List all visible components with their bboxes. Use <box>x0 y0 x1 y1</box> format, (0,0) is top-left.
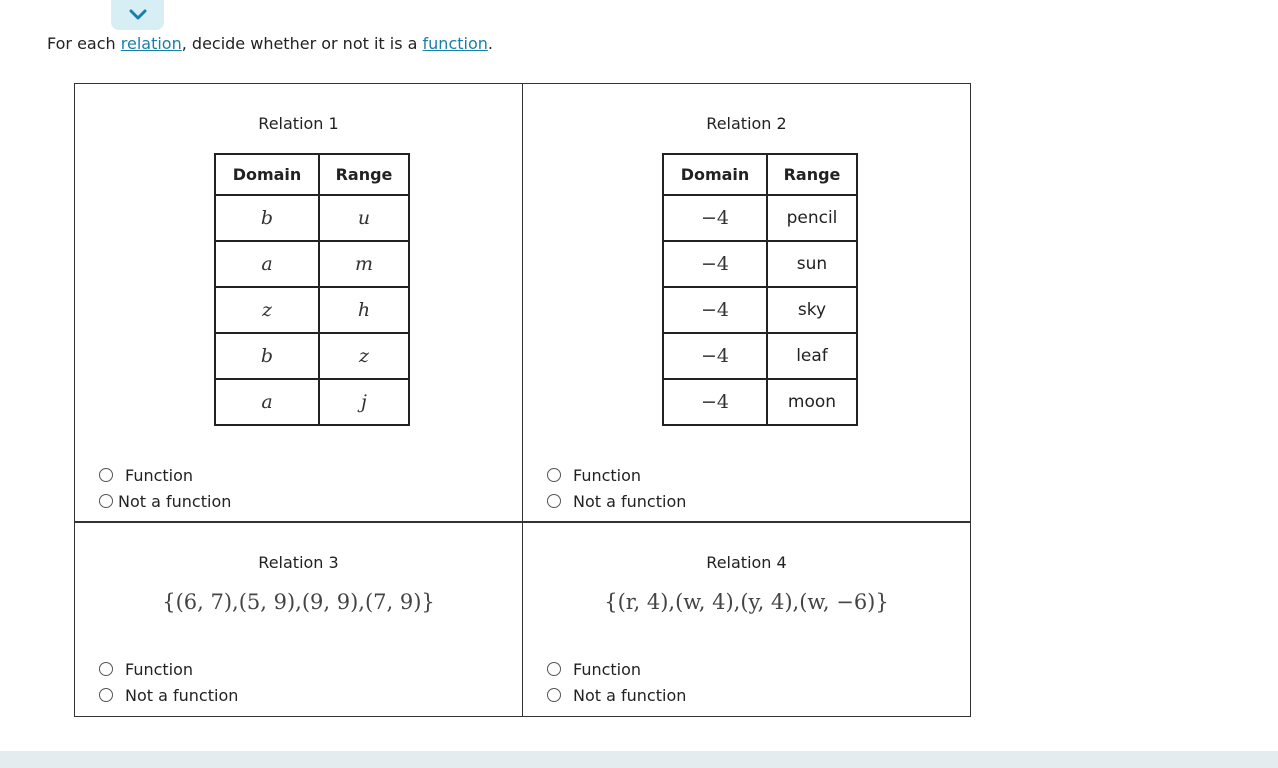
not-function-option[interactable] <box>547 488 686 514</box>
radio-button[interactable] <box>99 688 113 702</box>
relation-2-options <box>547 462 686 514</box>
table-row <box>663 287 857 333</box>
option-label: Not a function <box>573 685 687 705</box>
relation-3-cell <box>75 523 523 716</box>
function-option[interactable] <box>99 656 238 682</box>
table-row <box>663 333 857 379</box>
chevron-down-icon <box>128 9 148 21</box>
range-cell: moon <box>767 379 857 425</box>
table-row <box>663 241 857 287</box>
range-header: Range <box>319 154 409 195</box>
relation-4-set: {(r, 4),(w, 4),(y, 4),(w, −6)} <box>604 590 889 614</box>
radio-button[interactable] <box>99 662 113 676</box>
table-row <box>663 379 857 425</box>
relation-4-options <box>547 656 686 708</box>
option-label: Function <box>125 659 194 679</box>
range-header: Range <box>767 154 857 195</box>
table-row <box>663 195 857 241</box>
radio-button[interactable] <box>547 662 561 676</box>
relation-4-title: Relation 4 <box>706 553 787 572</box>
prompt-text: , decide whether or not it is a <box>181 34 423 53</box>
radio-button[interactable] <box>547 468 561 482</box>
prompt-text: For each <box>47 34 121 53</box>
not-function-option[interactable] <box>99 682 238 708</box>
radio-button[interactable] <box>99 468 113 482</box>
not-function-option[interactable] <box>99 488 231 514</box>
collapse-tab[interactable] <box>111 0 164 30</box>
range-cell: m <box>319 241 409 287</box>
range-cell: h <box>319 287 409 333</box>
relation-3-options <box>99 656 238 708</box>
option-label: Function <box>125 465 194 485</box>
table-row <box>215 195 409 241</box>
range-cell: leaf <box>767 333 857 379</box>
range-cell: j <box>319 379 409 425</box>
relation-1-cell <box>75 84 523 523</box>
radio-button[interactable] <box>99 494 113 508</box>
domain-header: Domain <box>215 154 319 195</box>
function-option[interactable] <box>547 462 686 488</box>
range-cell: sky <box>767 287 857 333</box>
relation-4-cell <box>523 523 970 716</box>
domain-cell: −4 <box>663 379 767 425</box>
range-cell: sun <box>767 241 857 287</box>
domain-cell: a <box>215 241 319 287</box>
radio-button[interactable] <box>547 688 561 702</box>
relation-2-title: Relation 2 <box>706 114 787 133</box>
relation-2-table <box>662 153 858 426</box>
domain-cell: −4 <box>663 195 767 241</box>
table-row <box>215 379 409 425</box>
relation-1-options <box>99 462 231 514</box>
function-link[interactable]: function <box>422 34 488 53</box>
relation-2-cell <box>523 84 970 523</box>
table-row <box>215 333 409 379</box>
not-function-option[interactable] <box>547 682 686 708</box>
domain-cell: b <box>215 195 319 241</box>
question-prompt <box>47 34 493 53</box>
option-label: Function <box>573 659 642 679</box>
domain-header: Domain <box>663 154 767 195</box>
option-label: Not a function <box>118 491 232 511</box>
relation-3-title: Relation 3 <box>258 553 339 572</box>
relations-grid <box>74 83 971 717</box>
option-label: Function <box>573 465 642 485</box>
relation-link[interactable]: relation <box>120 34 182 53</box>
function-option[interactable] <box>547 656 686 682</box>
domain-cell: −4 <box>663 333 767 379</box>
radio-button[interactable] <box>547 494 561 508</box>
domain-cell: −4 <box>663 241 767 287</box>
prompt-text: . <box>487 34 493 53</box>
option-label: Not a function <box>125 685 239 705</box>
relation-1-title: Relation 1 <box>258 114 339 133</box>
range-cell: u <box>319 195 409 241</box>
domain-cell: −4 <box>663 287 767 333</box>
domain-cell: z <box>215 287 319 333</box>
table-row <box>215 241 409 287</box>
option-label: Not a function <box>573 491 687 511</box>
relation-3-set: {(6, 7),(5, 9),(9, 9),(7, 9)} <box>162 590 435 614</box>
bottom-toolbar <box>0 751 1278 768</box>
relation-1-table <box>214 153 410 426</box>
domain-cell: a <box>215 379 319 425</box>
function-option[interactable] <box>99 462 231 488</box>
range-cell: pencil <box>767 195 857 241</box>
table-row <box>215 287 409 333</box>
range-cell: z <box>319 333 409 379</box>
domain-cell: b <box>215 333 319 379</box>
